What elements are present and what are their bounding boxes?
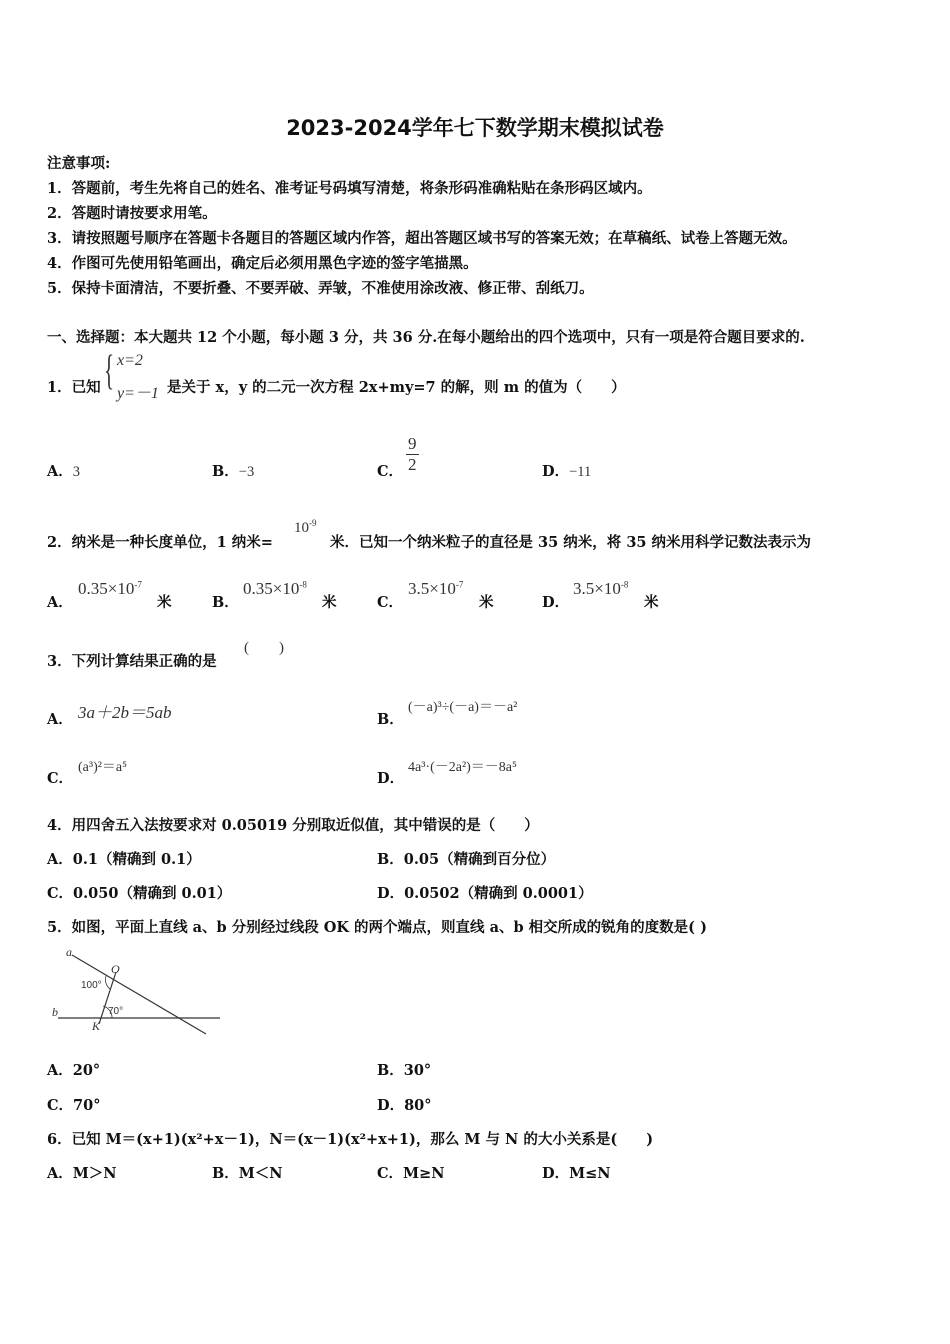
notice-heading: 注意事项: bbox=[47, 155, 111, 172]
q1-eq1: x=2 bbox=[117, 352, 143, 369]
q2-option-a-label: A． bbox=[47, 594, 73, 611]
page-title: 2023-2024学年七下数学期末模拟试卷 bbox=[286, 116, 664, 140]
q2-option-c: $3.5\times 10^{-7}$ bbox=[408, 579, 464, 598]
q3-option-c: (a³)²＝a⁵ bbox=[78, 760, 128, 775]
q2-option-a: $0.35\times 10^{-7}$ bbox=[78, 579, 142, 598]
q4-option-a: A．0.1（精确到 0.1） bbox=[47, 851, 201, 868]
q5-figure bbox=[48, 944, 224, 1036]
notice-item-4: 4．作图可先使用铅笔画出，确定后必须用黑色字迹的签字笔描黑。 bbox=[47, 255, 478, 272]
q2-prefix: 2．纳米是一种长度单位，1 纳米= bbox=[47, 534, 273, 551]
q2-power: $10^{-9}$ bbox=[294, 518, 317, 536]
q5-option-d: D．80° bbox=[377, 1097, 432, 1114]
q1-option-b: B．−3 bbox=[212, 463, 255, 480]
q5-label-k: K bbox=[92, 1019, 101, 1033]
q6-stem: 6．已知 M＝(x+1)(x²+x－1)，N＝(x－1)(x²+x+1)，那么 M 与 N 的大小关系是( ) bbox=[47, 1131, 654, 1148]
q2-option-d-unit: 米 bbox=[644, 594, 659, 611]
q5-option-c: C．70° bbox=[47, 1097, 101, 1114]
q2-suffix: 米．已知一个纳米粒子的直径是 35 纳米，将 35 纳米用科学记数法表示为 bbox=[330, 534, 812, 551]
q5-label-a: a bbox=[66, 945, 72, 959]
q3-option-d: 4a³·(－2a²)＝－8a⁵ bbox=[408, 760, 517, 775]
q2-option-b-unit: 米 bbox=[322, 594, 337, 611]
q5-option-b: B．30° bbox=[377, 1062, 432, 1079]
q6-option-a: A．M＞N bbox=[47, 1165, 117, 1182]
q1-eq2: y=－1 bbox=[117, 385, 159, 402]
notice-item-3: 3．请按照题号顺序在答题卡各题目的答题区域内作答，超出答题区域书写的答案无效；在草稿纸、试卷上答题无效。 bbox=[47, 230, 797, 247]
q4-stem: 4．用四舍五入法按要求对 0.05019 分别取近似值，其中错误的是（ ） bbox=[47, 817, 539, 834]
q1-option-c-label: C． bbox=[377, 463, 404, 480]
q2-option-c-label: C． bbox=[377, 594, 404, 611]
q6-option-c: C．M≥N bbox=[377, 1165, 445, 1182]
q1-option-a: A．3 bbox=[47, 463, 81, 480]
q1-brace: { bbox=[104, 348, 115, 394]
notice-item-2: 2．答题时请按要求用笔。 bbox=[47, 205, 217, 222]
q2-option-b-label: B． bbox=[212, 594, 239, 611]
q3-option-b-label: B． bbox=[377, 711, 404, 728]
q2-option-c-unit: 米 bbox=[479, 594, 494, 611]
q2-option-d-label: D． bbox=[542, 594, 570, 611]
q3-option-a: 3a＋2b＝5ab bbox=[78, 703, 172, 722]
q6-option-b: B．M＜N bbox=[212, 1165, 283, 1182]
q5-stem: 5．如图，平面上直线 a、b 分别经过线段 OK 的两个端点，则直线 a、b 相交所成的锐角的度数是( ) bbox=[47, 919, 707, 936]
notice-item-5: 5．保持卡面清洁，不要折叠、不要弄破、弄皱，不准使用涂改液、修正带、刮纸刀。 bbox=[47, 280, 594, 297]
q3-option-a-label: A． bbox=[47, 711, 73, 728]
q5-label-o: O bbox=[111, 962, 120, 976]
q2-option-a-unit: 米 bbox=[157, 594, 172, 611]
q3-option-d-label: D． bbox=[377, 770, 405, 787]
q1-option-c-fraction: $\frac{9}{2}$ bbox=[408, 434, 417, 474]
q5-option-a: A．20° bbox=[47, 1062, 101, 1079]
notice-item-1: 1．答题前，考生先将自己的姓名、准考证号码填写清楚，将条形码准确粘贴在条形码区域内。 bbox=[47, 180, 652, 197]
q2-option-d: $3.5\times 10^{-8}$ bbox=[573, 579, 629, 598]
q1-suffix: 是关于 x，y 的二元一次方程 2x+my=7 的解，则 m 的值为（ ） bbox=[167, 379, 626, 396]
q5-label-b: b bbox=[52, 1005, 58, 1019]
q1-option-d: D．−11 bbox=[542, 463, 592, 480]
q3-option-c-label: C． bbox=[47, 770, 74, 787]
q3-paren: ( ) bbox=[244, 640, 284, 656]
q5-angle-70: 70° bbox=[108, 1006, 124, 1017]
q2-option-b: $0.35\times 10^{-8}$ bbox=[243, 579, 307, 598]
q1-prefix: 1．已知 bbox=[47, 379, 101, 396]
q6-option-d: D．M≤N bbox=[542, 1165, 611, 1182]
q5-angle-100: 100° bbox=[81, 980, 102, 991]
q3-stem: 3．下列计算结果正确的是 bbox=[47, 653, 217, 670]
q4-option-d: D．0.0502（精确到 0.0001） bbox=[377, 885, 593, 902]
q5-angle-arc-1 bbox=[105, 976, 110, 989]
q4-option-b: B．0.05（精确到百分位） bbox=[377, 851, 556, 868]
q3-option-b: (－a)³÷(－a)＝－a² bbox=[408, 700, 518, 715]
section-heading: 一、选择题：本大题共 12 个小题，每小题 3 分，共 36 分.在每小题给出的四个选项中，只有一项是符合题目要求的. bbox=[47, 329, 805, 346]
q4-option-c: C．0.050（精确到 0.01） bbox=[47, 885, 232, 902]
